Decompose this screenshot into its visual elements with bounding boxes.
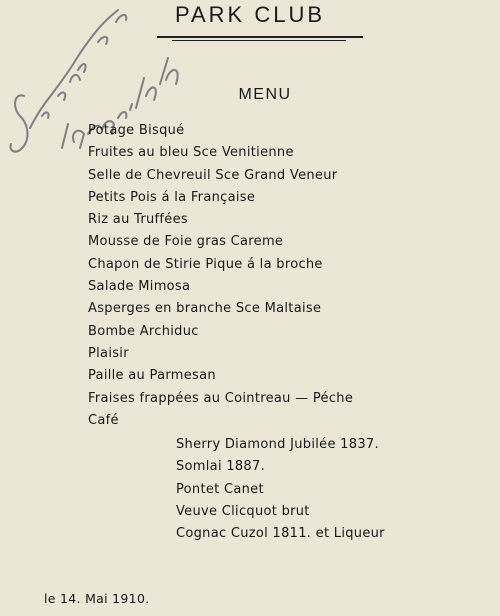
wine-item: Pontet Canet <box>176 481 264 497</box>
course-item: Plaisir <box>88 345 129 361</box>
course-item: Asperges en branche Sce Maltaise <box>88 301 322 317</box>
wine-item: Cognac Cuzol 1811. et Liqueur <box>176 526 385 542</box>
course-item: Riz au Truffées <box>88 212 188 228</box>
wine-item: Veuve Clicquot brut <box>176 503 310 519</box>
course-item: Paille au Parmesan <box>88 368 216 384</box>
course-item: Petits Pois á la Française <box>88 189 256 205</box>
wine-item: Sherry Diamond Jubilée 1837. <box>176 437 379 452</box>
wine-list <box>176 434 385 545</box>
title-underline-thin <box>172 40 346 41</box>
course-item: Chapon de Stirie Pique á la broche <box>88 256 323 272</box>
course-item: Potage Bisqué <box>88 123 185 138</box>
course-item: Bombe Archiduc <box>88 323 199 339</box>
course-item: Café <box>88 412 119 428</box>
course-item: Fruites au bleu Sce Venitienne <box>88 145 294 161</box>
menu-date: le 14. Mai 1910. <box>44 591 150 606</box>
course-item: Fraises frappées au Cointreau — Péche <box>88 390 354 406</box>
course-item: Salade Mimosa <box>88 279 191 295</box>
course-item: Selle de Chevreuil Sce Grand Veneur <box>88 167 338 183</box>
menu-heading: MENU <box>238 86 292 103</box>
wine-item: Somlai 1887. <box>176 459 266 475</box>
course-list <box>88 120 353 432</box>
club-title: PARK CLUB <box>174 2 326 27</box>
course-item: Mousse de Foie gras Careme <box>88 234 284 250</box>
